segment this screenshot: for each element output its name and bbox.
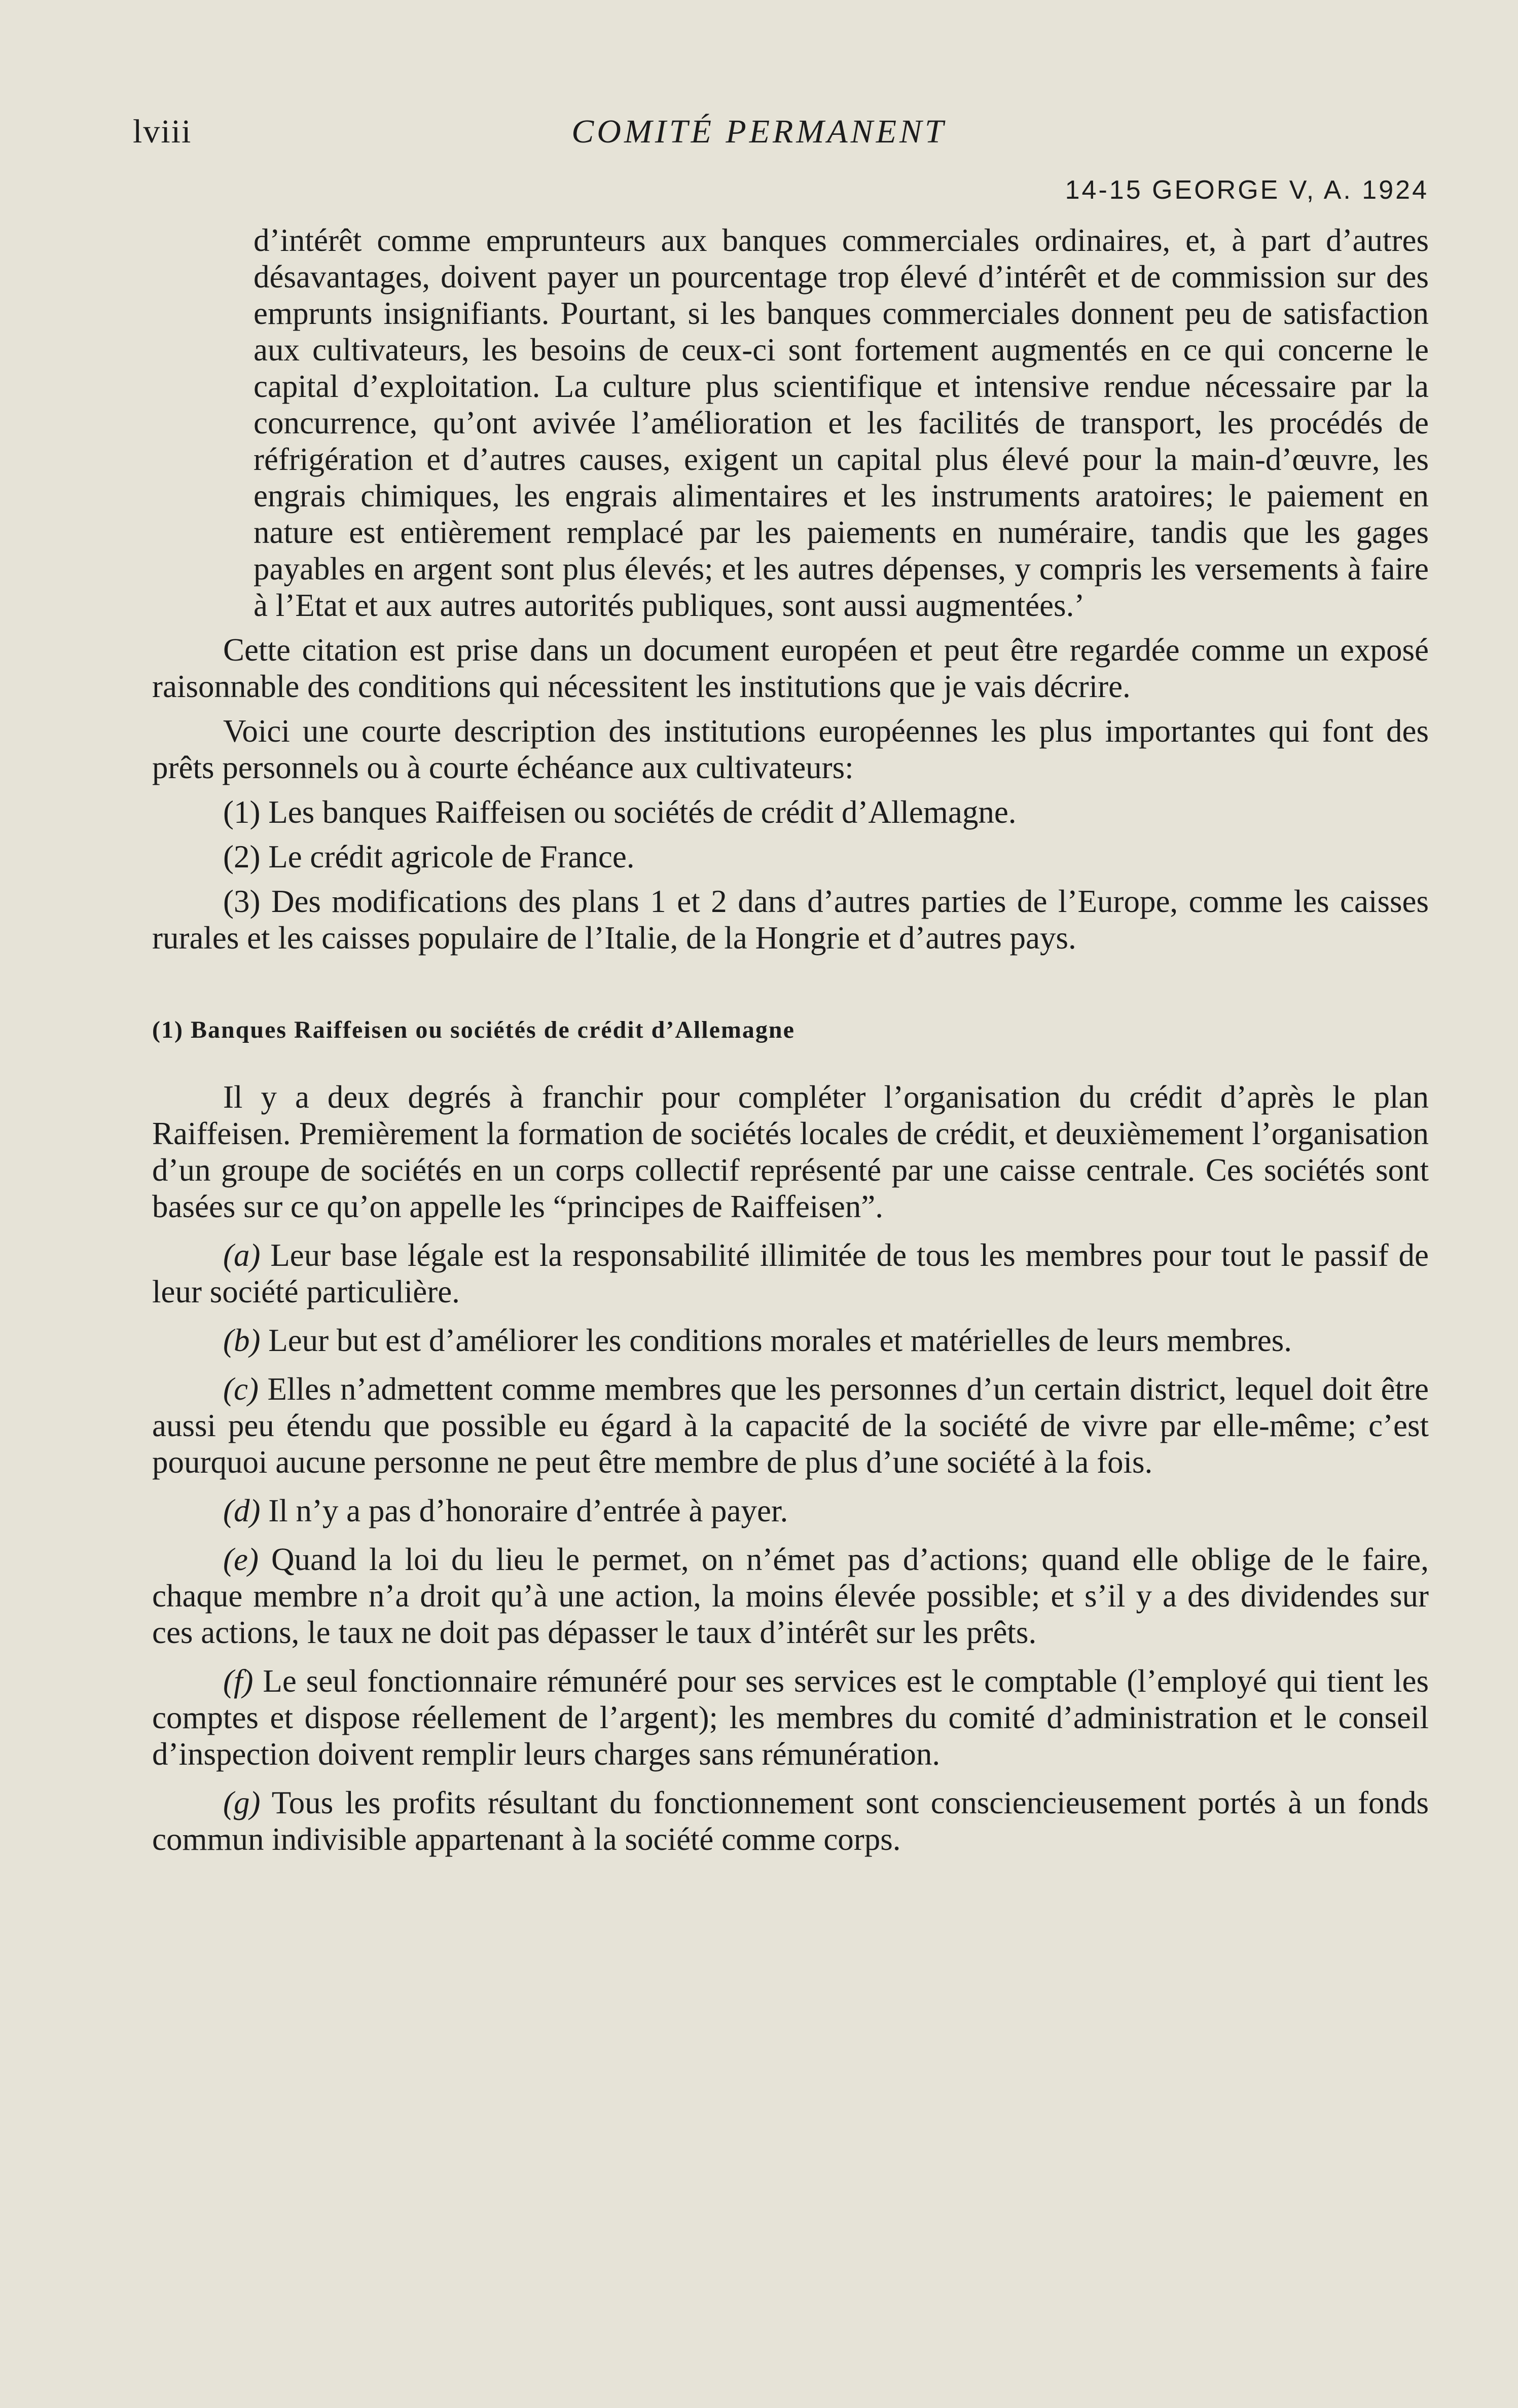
principle-g [152,1784,1429,1857]
session-line: 14-15 GEORGE V, A. 1924 [1065,175,1429,205]
principle-c [152,1371,1429,1480]
principle-letter: (f) [223,1663,254,1699]
principle-letter: (e) [223,1542,259,1577]
principle-letter: (a) [223,1237,261,1273]
principle-text: Le seul fonctionnaire rémunéré pour ses services est le comptable (l’employé qui tient les comptes et dispose réellement de l’argent); les membres du comité d’administration et le conseil d’inspection doivent remplir leurs charges sans rémunération. [152,1663,1429,1772]
principle-d [152,1492,1429,1529]
principle-letter: (b) [223,1323,261,1358]
list-item-1: (1) Les banques Raiffeisen ou sociétés de crédit d’Allemagne. [223,794,1017,830]
principle-f [152,1663,1429,1772]
running-title: COMITÉ PERMANENT [571,113,947,150]
list-item-2: (2) Le crédit agricole de France. [223,839,635,874]
principle-letter: (g) [223,1785,261,1820]
principle-letter: (c) [223,1371,259,1407]
principle-text: Tous les profits résultant du fonctionnement sont consciencieusement portés à un fonds commun indivisible appartenant à la société comme corps. [152,1785,1429,1857]
principle-b [152,1322,1429,1359]
intro-list-paragraph: Voici une courte description des institutions européennes les plus importantes qui font des prêts personnels ou à courte échéance aux cultivateurs: [152,713,1429,785]
body-text [152,222,1429,1857]
principle-text: Elles n’admettent comme membres que les personnes d’un certain district, lequel doit être aussi peu étendu que possible eu égard à la capacité de la société de vivre par elle-même; c’est pourquoi aucune personne ne peut être membre de plus d’une société à la fois. [152,1371,1429,1480]
section-heading: (1) Banques Raiffeisen ou sociétés de crédit d’Allemagne [152,1016,795,1043]
principle-a [152,1237,1429,1310]
principle-e [152,1541,1429,1651]
list-item-3: (3) Des modifications des plans 1 et 2 dans d’autres parties de l’Europe, comme les caisses rurales et les caisses populaire de l’Italie, de la Hongrie et d’autres pays. [152,884,1429,956]
principle-text: Leur base légale est la responsabilité illimitée de tous les membres pour tout le passif de leur société particulière. [152,1237,1429,1309]
raiffeisen-intro: Il y a deux degrés à franchir pour compléter l’organisation du crédit d’après le plan Raiffeisen. Premièrement la formation de sociétés locales de crédit, et deuxièmement l’organisation d’un groupe de sociétés en un corps collectif représenté par une caisse centrale. Ces sociétés sont basées sur ce qu’on appelle les “principes de Raiffeisen”. [152,1079,1429,1224]
principle-letter: (d) [223,1493,261,1528]
principle-text: Il n’y a pas d’honoraire d’entrée à payer. [268,1493,788,1528]
principle-text: Quand la loi du lieu le permet, on n’émet pas d’actions; quand elle oblige de le faire, chaque membre n’a droit qu’à une action, la moins élevée possible; et s’il y a des dividendes sur ces actions, le taux ne doit pas dépasser le taux d’intérêt sur les prêts. [152,1542,1429,1650]
page-number: lviii [133,113,192,150]
quote-continuation: d’intérêt comme emprunteurs aux banques commerciales ordinaires, et, à part d’autres désavantages, doivent payer un pourcentage trop élevé d’intérêt et de commission sur des emprunts insignifiants. Pourtant, si les banques commerciales donnent peu de satisfaction aux cultivateurs, les besoins de ceux-ci sont fortement augmentés en ce qui concerne le capital d’exploitation. La culture plus scientifique et intensive rendue nécessaire par la concurrence, qu’ont avivée l’amélioration et les facilités de transport, les procédés de réfrigération et d’autres causes, exigent un capital plus élevé pour la main-d’œuvre, les engrais chimiques, les engrais alimentaires et les instruments aratoires; le paiement en nature est entièrement remplacé par les paiements en numéraire, tandis que les gages payables en argent sont plus élevés; et les autres dépenses, y compris les versements à faire à l’Etat et aux autres autorités publiques, sont aussi augmentées.’ [254,223,1429,623]
principle-text: Leur but est d’améliorer les conditions morales et matérielles de leurs membres. [268,1323,1292,1358]
citation-paragraph: Cette citation est prise dans un document européen et peut être regardée comme un exposé raisonnable des conditions qui nécessitent les institutions que je vais décrire. [152,632,1429,704]
